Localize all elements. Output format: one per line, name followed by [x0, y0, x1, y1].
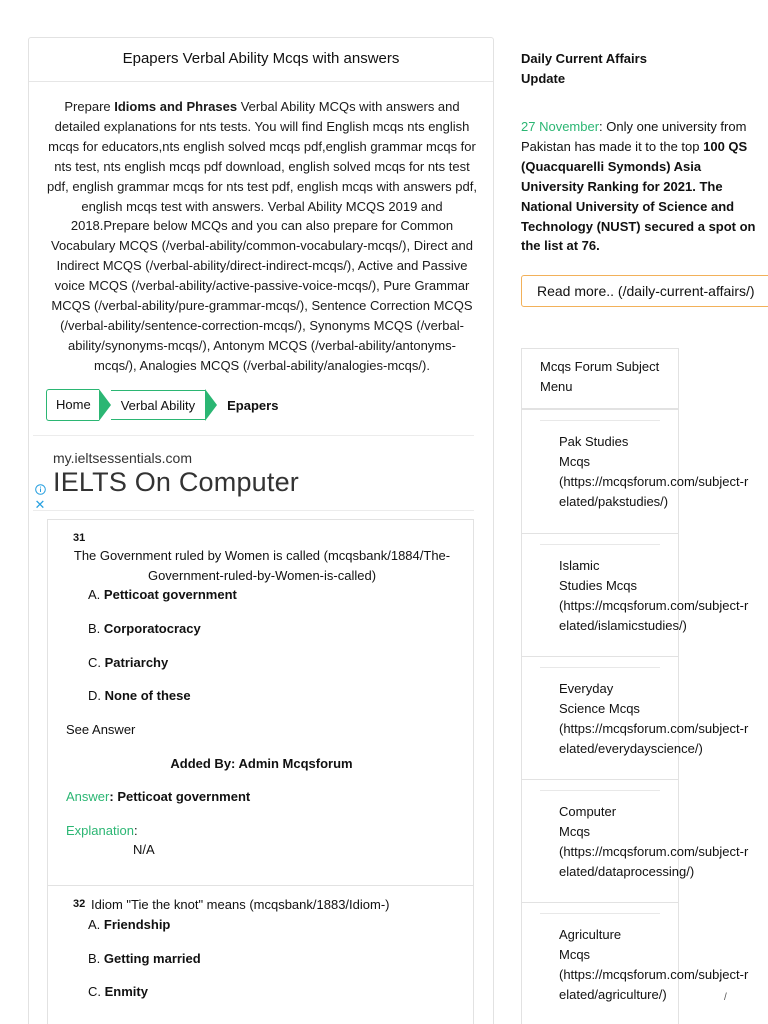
option-letter: A. [88, 917, 101, 932]
option-letter: B. [88, 951, 101, 966]
menu-divider [540, 790, 660, 791]
option-b [88, 951, 201, 966]
question-text[interactable]: Idiom "Tie the knot" means (mcqsbank/1883/Idiom-) [91, 897, 390, 912]
option-text: Patriarchy [104, 655, 169, 670]
ad-domain[interactable]: my.ieltsessentials.com [53, 450, 193, 466]
menu-item-text[interactable] [559, 679, 759, 759]
option-letter: B. [88, 621, 101, 636]
corner-mark: / [724, 992, 727, 1003]
menu-item-label[interactable]: Computer Mcqs [559, 804, 617, 839]
menu-item-text[interactable] [559, 556, 759, 636]
question-card [47, 519, 474, 886]
option-letter: D. [88, 688, 101, 703]
option-a [88, 587, 237, 602]
option-text: None of these [104, 688, 191, 703]
menu-item-agriculture[interactable] [522, 902, 749, 1024]
option-a [88, 917, 170, 932]
breadcrumb [46, 389, 278, 421]
breadcrumb-verbal-ability[interactable]: Verbal Ability [111, 390, 205, 420]
menu-item-text[interactable] [559, 432, 759, 512]
answer-separator: : [109, 789, 118, 804]
breadcrumb-arrow-icon [205, 389, 217, 421]
menu-item-url[interactable]: (https://mcqsforum.com/subject-related/islamicstudies/) [559, 598, 749, 633]
explanation-line [66, 823, 138, 838]
question-card [47, 886, 474, 1024]
option-letter: C. [88, 655, 101, 670]
daily-text-plain: : Only one university from Pakistan has made it to the top [521, 119, 747, 154]
menu-item-url[interactable]: (https://mcqsforum.com/subject-related/dataprocessing/) [559, 844, 749, 879]
menu-divider [540, 667, 660, 668]
explanation-value: N/A [133, 842, 155, 857]
ad-close-icon[interactable]: ✕ [34, 497, 46, 512]
answer-label: Answer [66, 789, 110, 804]
option-text: Getting married [103, 951, 201, 966]
subject-menu [521, 348, 749, 1024]
option-b [88, 621, 201, 636]
breadcrumb-home-box [46, 389, 99, 421]
answer-value: Petticoat government [117, 789, 251, 804]
ad-info-icon[interactable] [33, 484, 47, 498]
daily-text-bold: 100 QS (Quacquarelli Symonds) Asia University Ranking for 2021. The National University of Science and Technology (NUST) secured a spot on the list at 76. [521, 138, 756, 254]
breadcrumb-current: Epapers [227, 397, 279, 413]
option-text: Corporatocracy [103, 621, 201, 636]
menu-item-pak-studies[interactable] [522, 409, 749, 533]
intro-text: Verbal Ability MCQs with answers and detailed explanations for nts tests. You will find English mcqs nts english mcqs for educators,nts english solved mcqs pdf,english grammar mcqs for nts test, nts english mcqs pdf download, english solved mcqs for nts test pdf, english grammar mcqs for nts test pdf, english mcqs with answers pdf, english mcqs test with answers. Verbal Ability MCQS 2019 and 2018.Prepare below MCQs and you can also prepare for Common Vocabulary MCQS (/verbal-ability/common-vocabulary-mcqs/), Direct and Indirect MCQS (/verbal-ability/direct-indirect-mcqs/), Active and Passive voice MCQS (/verbal-ability/active-passive-voice-mcqs/), Pure Grammar MCQS (/verbal-ability/pure-grammar-mcqs/), Sentence Correction MCQS (/verbal-ability/sentence-correction-mcqs/), Synonyms MCQS (/verbal-ability/synonyms-mcqs/), Antonym MCQS (/verbal-ability/antonyms-mcqs/), Analogies MCQS (/verbal-ability/analogies-mcqs/). [47, 99, 477, 373]
breadcrumb-arrow-icon [99, 389, 111, 421]
menu-divider [540, 420, 660, 421]
menu-divider [540, 544, 660, 545]
read-more-button[interactable]: Read more.. (/daily-current-affairs/) [521, 275, 768, 307]
menu-item-text[interactable] [559, 802, 759, 882]
menu-item-label[interactable]: Everyday Science Mcqs [559, 681, 640, 716]
option-d [88, 688, 191, 703]
ad-controls [33, 484, 47, 512]
option-letter: C. [88, 984, 101, 999]
option-c [88, 655, 168, 670]
menu-item-everyday-science[interactable] [522, 656, 749, 779]
daily-date[interactable]: 27 November [521, 119, 600, 134]
menu-item-url[interactable]: (https://mcqsforum.com/subject-related/everydayscience/) [559, 721, 749, 756]
question-text[interactable]: The Government ruled by Women is called (mcqsbank/1884/The-Government-ruled-by-Women-is-called) [73, 548, 451, 583]
menu-item-label[interactable]: Pak Studies Mcqs [559, 434, 629, 469]
question-number: 32 [73, 898, 86, 910]
intro-paragraph [47, 97, 477, 376]
added-by: Added By: Admin Mcqsforum [170, 756, 353, 771]
option-text: Enmity [104, 984, 148, 999]
question-number: 31 [73, 532, 86, 544]
explanation-label: Explanation [66, 823, 134, 838]
answer-line [66, 789, 250, 804]
see-answer-button[interactable]: See Answer [66, 722, 136, 737]
intro-topic: Idioms and Phrases [114, 99, 238, 114]
intro-prefix: Prepare [64, 99, 115, 114]
menu-item-islamic-studies[interactable] [522, 533, 749, 656]
option-c [88, 984, 148, 999]
menu-item-computer[interactable] [522, 779, 749, 902]
explanation-separator: : [133, 823, 138, 838]
option-letter: A. [88, 587, 101, 602]
menu-item-text[interactable] [559, 925, 759, 1005]
menu-divider [540, 913, 660, 914]
ad-banner[interactable] [33, 435, 474, 511]
page-title: Epapers Verbal Ability Mcqs with answers [29, 38, 493, 82]
menu-item-url[interactable]: (https://mcqsforum.com/subject-related/agriculture/) [559, 967, 749, 1002]
option-text: Friendship [103, 917, 171, 932]
menu-item-url[interactable]: (https://mcqsforum.com/subject-related/pakstudies/) [559, 474, 749, 509]
option-text: Petticoat government [103, 587, 237, 602]
daily-current-affairs-title: Daily Current Affairs Update [521, 51, 647, 86]
ad-headline[interactable]: IELTS On Computer [53, 467, 299, 497]
daily-current-affairs-text [521, 117, 761, 256]
menu-item-label[interactable]: Agriculture Mcqs [559, 927, 622, 962]
breadcrumb-home[interactable]: Home [56, 397, 91, 412]
menu-item-label[interactable]: Islamic Studies Mcqs [559, 558, 638, 593]
subject-menu-title: Mcqs Forum Subject Menu [522, 349, 678, 409]
